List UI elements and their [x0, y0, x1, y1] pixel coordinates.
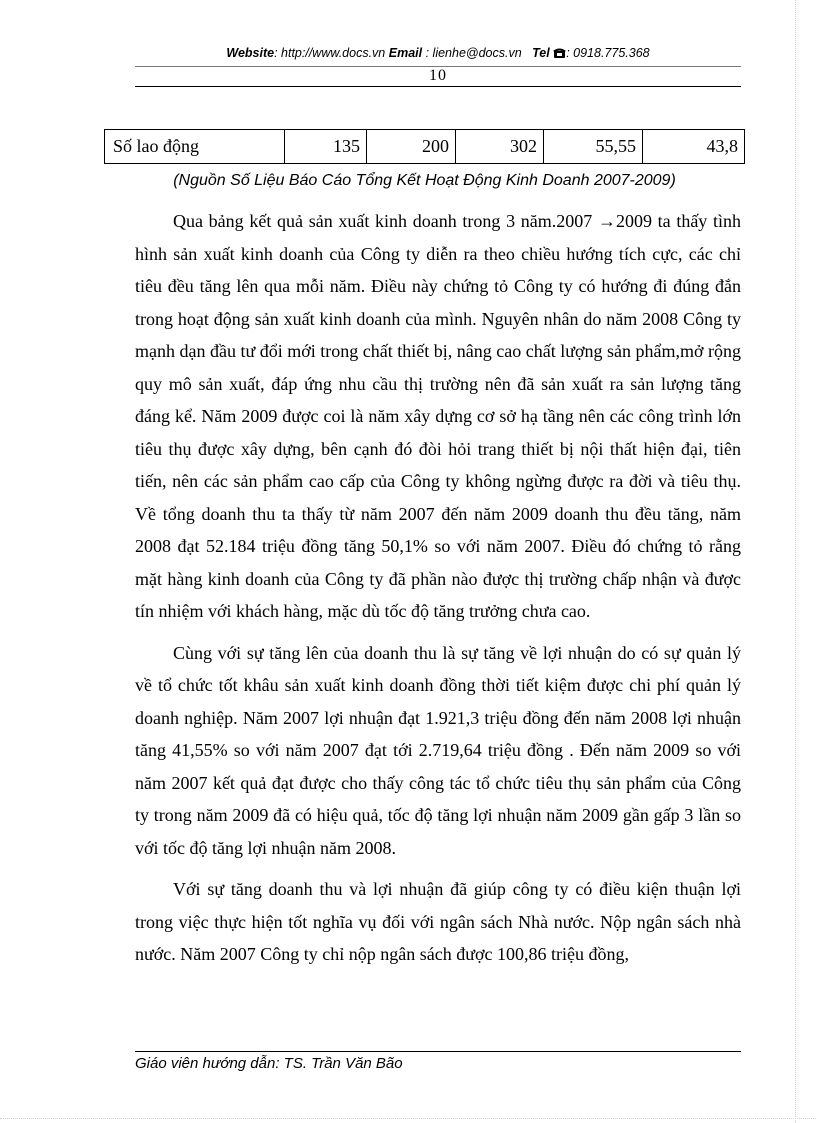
table-cell: 302 — [456, 130, 544, 164]
paragraph: Với sự tăng doanh thu và lợi nhuận đã giúp công ty có điều kiện thuận lợi trong việc thực hiện tốt nghĩa vụ đối với ngân sách Nhà nước. Nộp ngân sách nhà nước. Năm 2007 Công ty chỉ nộp ngân sách được 100,86 triệu đồng, — [135, 879, 741, 964]
phone-icon — [553, 46, 566, 60]
body-text — [135, 205, 741, 980]
table-cell: 43,8 — [643, 130, 745, 164]
paragraph: Qua bảng kết quả sản xuất kinh doanh trong 3 năm.2007 →2009 ta thấy tình hình sản xuất kinh doanh của Công ty diễn ra theo chiều hướng tích cực, các chỉ tiêu đều tăng lên qua mỗi năm. Điều này chứng tỏ Công ty có hướng đi đúng đắn trong hoạt động sản xuất kinh doanh của mình. Nguyên nhân do năm 2008 Công ty mạnh dạn đầu tư đổi mới trong chất thiết bị, nâng cao chất lượng sản phẩm,mở rộng quy mô sản xuất, đáp ứng nhu cầu thị trường nên đã sản xuất ra sản lượng tăng đáng kể. Năm 2009 được coi là năm xây dựng cơ sở hạ tầng nên các công trình lớn tiêu thụ được xây dựng, bên cạnh đó đòi hỏi trang thiết bị nội thất hiện đại, tiên tiến, nên các sản phẩm cao cấp của Công ty không ngừng được ra đời và tiêu thụ. Về tổng doanh thu ta thấy từ năm 2007 đến năm 2009 doanh thu đều tăng, năm 2008 đạt 52.184 triệu đồng tăng 50,1% so với năm 2007. Điều đó chứng tỏ rằng mặt hàng kinh doanh của Công ty đã phần nào được thị trường chấp nhận và được tín nhiệm với khách hàng, mặc dù tốc độ tăng trưởng chưa cao. — [135, 211, 741, 621]
page-header — [135, 46, 741, 60]
table-cell: 135 — [285, 130, 367, 164]
table-cell: 55,55 — [544, 130, 643, 164]
table-cell: 200 — [367, 130, 456, 164]
table-row — [105, 130, 745, 164]
source-note: (Nguồn Số Liệu Báo Cáo Tổng Kết Hoạt Động Kinh Doanh 2007-2009) — [173, 172, 676, 189]
stats-table — [104, 129, 745, 164]
website-value: : http://www.docs.vn — [274, 46, 386, 60]
page-footer: Giáo viên hướng dẫn: TS. Trần Văn Bão — [135, 1055, 403, 1072]
email-value: : lienhe@docs.vn — [425, 46, 522, 60]
header-rule-bottom — [135, 86, 741, 87]
paragraph: Cùng với sự tăng lên của doanh thu là sự tăng về lợi nhuận do có sự quản lý về tổ chức tốt khâu sản xuất kinh doanh đồng thời tiết kiệm được chi phí quản lý doanh nghiệp. Năm 2007 lợi nhuận đạt 1.921,3 triệu đồng đến năm 2008 lợi nhuận tăng 41,55% so với năm 2007 đạt tới 2.719,64 triệu đồng . Đến năm 2009 so với năm 2007 kết quả đạt được cho thấy công tác tổ chức tiêu thụ sản phẩm của Công ty trong năm 2009 đã có hiệu quả, tốc độ tăng lợi nhuận năm 2009 gần gấp 3 lần so với tốc độ tăng lợi nhuận năm 2008. — [135, 642, 741, 858]
tel-value: : 0918.775.368 — [566, 46, 650, 60]
website-label: Website — [226, 46, 275, 60]
footer-rule — [135, 1051, 741, 1052]
page-number: 10 — [429, 67, 447, 84]
email-label: Email — [388, 46, 423, 60]
page-edge-right — [795, 0, 796, 1123]
tel-label: Tel — [532, 46, 550, 60]
page-edge-bottom — [0, 1118, 816, 1119]
row-label: Số lao động — [105, 130, 285, 164]
